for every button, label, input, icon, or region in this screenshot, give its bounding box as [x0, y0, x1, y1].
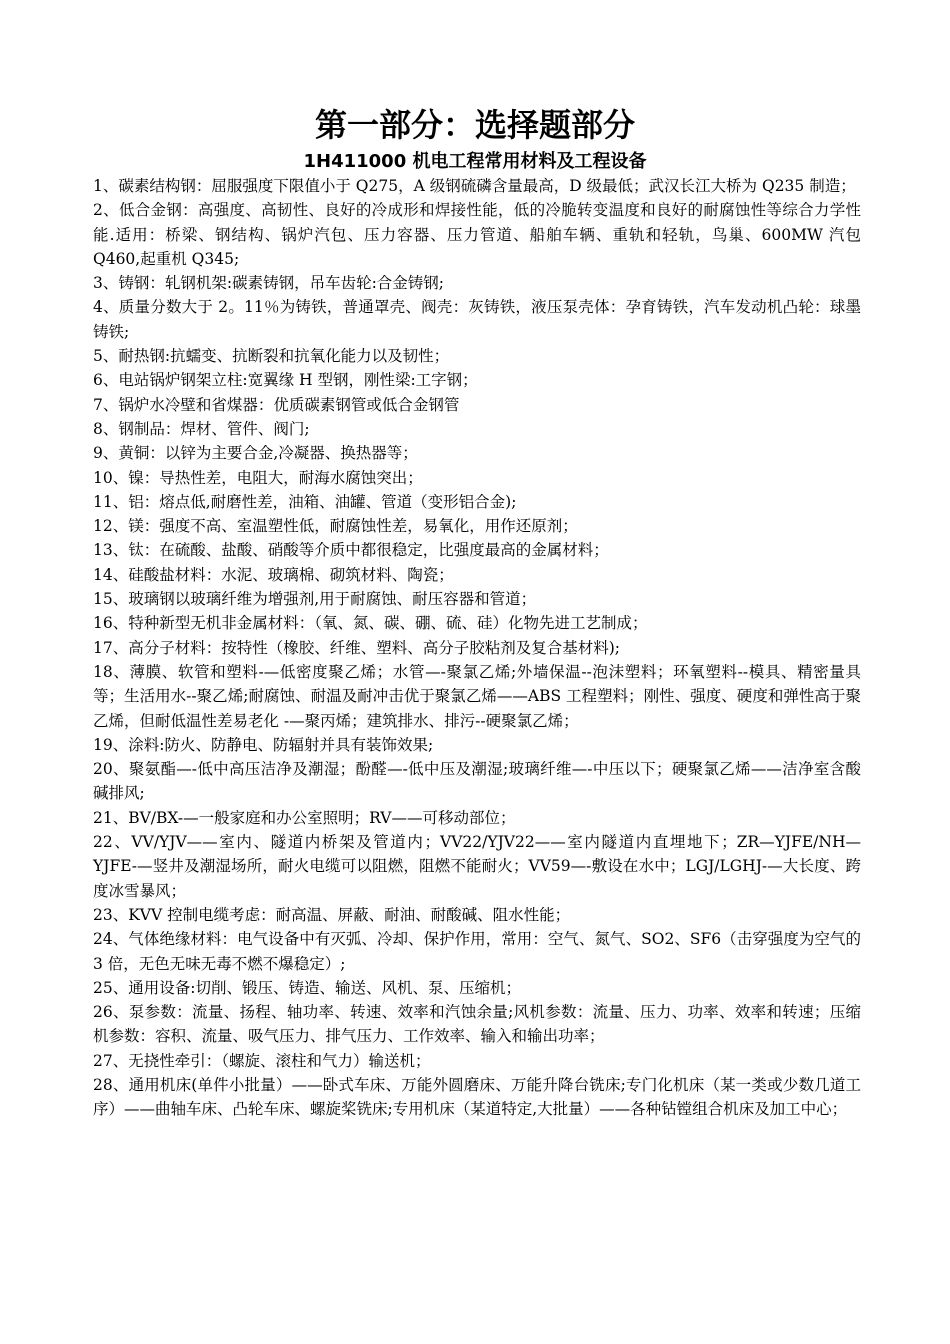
list-item: 8、钢制品：焊材、管件、阀门;	[93, 419, 310, 438]
list-item: 24、气体绝缘材料：电气设备中有灭弧、冷却、保护作用，常用：空气、氮气、SO2、SF6（击穿强度为空气的 3 倍，无色无味无毒不燃不爆稳定）;	[93, 930, 861, 973]
list-item: 26、泵参数：流量、扬程、轴功率、转速、效率和汽蚀余量;风机参数：流量、压力、功率、效率和转速；压缩机参数：容积、流量、吸气压力、排气压力、工作效率、输入和输出功率；	[93, 1003, 861, 1046]
section-subtitle: 1H411000 机电工程常用材料及工程设备	[303, 151, 647, 172]
list-item: 19、涂料:防火、防静电、防辐射并具有装饰效果;	[93, 735, 434, 754]
list-item: 1、碳素结构钢：屈服强度下限值小于 Q275，A 级钢硫磷含量最高，D 级最低；武汉长江大桥为 Q235 制造；	[93, 177, 856, 195]
list-item: 7、锅炉水冷壁和省煤器：优质碳素钢管或低合金钢管	[93, 395, 460, 414]
list-item: 2、低合金钢：高强度、高韧性、良好的冷成形和焊接性能，低的冷脆转变温度和良好的耐腐蚀性等综合力学性能.适用：桥梁、钢结构、锅炉汽包、压力容器、压力管道、船舶车辆、重轨和轻轨，鸟巢、600MW 汽包 Q460,起重机 Q345;	[93, 201, 861, 268]
list-item: 15、玻璃钢以玻璃纤维为增强剂,用于耐腐蚀、耐压容器和管道；	[93, 590, 537, 609]
list-item: 25、通用设备:切削、锻压、铸造、输送、风机、泵、压缩机；	[93, 978, 521, 997]
list-item: 17、高分子材料：按特性（橡胶、纤维、塑料、高分子胶粘剂及复合基材料);	[93, 638, 620, 657]
list-item: 27、无挠性牵引：（螺旋、滚柱和气力）输送机；	[93, 1051, 431, 1070]
list-item: 28、通用机床(单件小批量）——卧式车床、万能外圆磨床、万能升降台铣床;专门化机床（某一类或少数几道工序）——曲轴车床、凸轮车床、螺旋桨铣床;专用机床（某道特定,大批量）——各种钻镗组合机床及加工中心；	[93, 1075, 861, 1119]
list-item: 13、钛：在硫酸、盐酸、硝酸等介质中都很稳定，比强度最高的金属材料；	[93, 541, 609, 560]
list-item: 9、黄铜：以锌为主要合金,冷凝器、换热器等；	[93, 444, 418, 463]
list-item: 23、KVV 控制电缆考虑：耐高温、屏蔽、耐油、耐酸碱、阻水性能；	[93, 905, 571, 924]
list-item: 10、镍：导热性差，电阻大，耐海水腐蚀突出；	[93, 468, 423, 487]
list-item: 16、特种新型无机非金属材料：（氧、氮、碳、硼、硫、硅）化物先进工艺制成；	[93, 614, 648, 633]
list-item: 20、聚氨酯—-低中高压洁净及潮湿；酚醛—-低中压及潮湿;玻璃纤维—-中压以下；硬聚氯乙烯——洁净室含酸碱排风;	[93, 760, 861, 803]
list-item: 21、BV/BX-—一般家庭和办公室照明；RV——可移动部位；	[93, 808, 516, 827]
list-item: 3、铸钢：轧钢机架:碳素铸钢，吊车齿轮:合金铸钢;	[93, 274, 445, 293]
list-item: 18、薄膜、软管和塑料-—低密度聚乙烯；水管—-聚氯乙烯;外墙保温--泡沫塑料；环氧塑料--模具、精密量具等；生活用水--聚乙烯;耐腐蚀、耐温及耐冲击优于聚氯乙烯——ABS 工程塑料；刚性、强度、硬度和弹性高于聚乙烯，但耐低温性差易老化 -—聚丙烯；建筑排水、排污--硬聚氯乙烯；	[93, 662, 861, 730]
list-item: 12、镁：强度不高、室温塑性低，耐腐蚀性差，易氧化，用作还原剂；	[93, 517, 578, 536]
list-item: 22、VV/YJV——室内、隧道内桥架及管道内；VV22/YJV22——室内隧道内直埋地下；ZR—YJFE/NH—YJFE-—竖井及潮湿场所，耐火电缆可以阻燃，阻燃不能耐火；VV59—-敷设在水中；LGJ/LGHJ-—大长度、跨度冰雪暴风；	[93, 833, 861, 900]
list-item: 14、硅酸盐材料：水泥、玻璃棉、砌筑材料、陶瓷；	[93, 565, 454, 584]
list-item: 4、质量分数大于 2。11％为铸铁，普通罩壳、阀壳：灰铸铁，液压泵壳体：孕育铸铁，汽车发动机凸轮：球墨铸铁;	[93, 298, 861, 341]
list-item: 11、铝：熔点低,耐磨性差，油箱、油罐、管道（变形铝合金);	[93, 492, 517, 511]
document-body	[93, 174, 861, 1122]
page-title: 第一部分：选择题部分	[314, 106, 635, 144]
list-item: 6、电站锅炉钢架立柱:宽翼缘 H 型钢，刚性梁:工字钢；	[93, 371, 478, 390]
list-item: 5、耐热钢:抗蠕变、抗断裂和抗氧化能力以及韧性；	[93, 347, 450, 366]
